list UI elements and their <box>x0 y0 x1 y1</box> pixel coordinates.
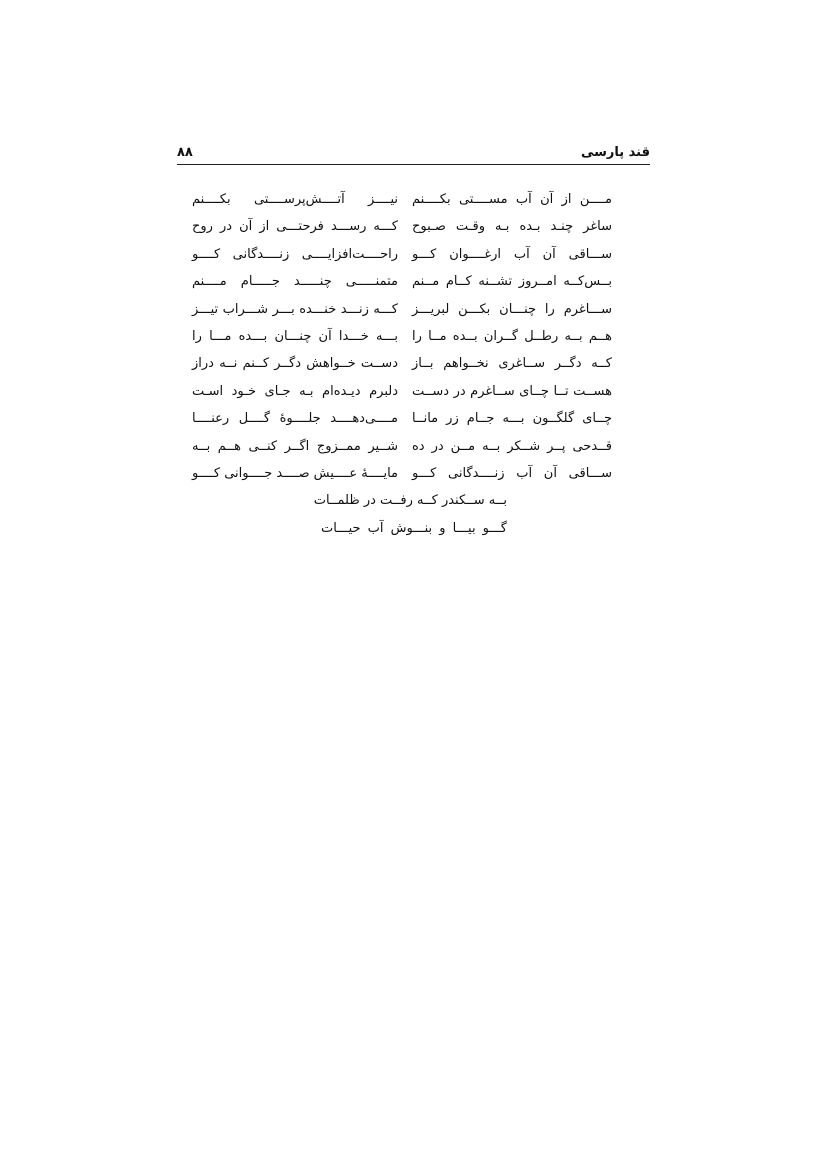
first-hemistich: قــدحی پــر شــکر بــه مــن در ده <box>412 438 612 454</box>
couplet <box>192 298 626 325</box>
second-hemistich: نیــــز آتــــش‌پرســــتی بکــــنم <box>192 192 398 207</box>
page-number: ۸۸ <box>177 145 193 160</box>
couplet <box>192 188 626 215</box>
closing-line <box>200 517 626 544</box>
closing-hemistich: بــه ســکندر کــه رفــت در ظلمــات <box>313 493 507 509</box>
couplet <box>192 325 626 352</box>
first-hemistich: چــای گلگــون بـــه جــام زر مانــا <box>412 411 612 427</box>
first-hemistich: هســت تــا چــای ســاغرم در دســت <box>412 383 612 399</box>
first-hemistich: کــه دگــر ســاغری نخــواهم بــاز <box>412 356 612 372</box>
couplet <box>192 243 626 270</box>
couplet <box>192 215 626 242</box>
couplet <box>192 380 626 407</box>
poem-body <box>191 188 626 544</box>
second-hemistich: دلبرم دیـده‌ام بـه جـای خـود اسـت <box>192 383 398 399</box>
couplet <box>192 407 626 434</box>
first-hemistich: ســـاقی آن آب ارغــــوان کـــو <box>412 246 612 262</box>
couplet <box>191 462 626 489</box>
second-hemistich: مایــــهٔ عــــیش صــــد جــــوانی کــــو <box>191 465 398 481</box>
closing-line <box>200 489 626 516</box>
first-hemistich: بــس‌کــه امــروز تشــنه کــام مــنم <box>412 274 612 290</box>
second-hemistich: متمنـــــی چنـــــد جـــــام مــــنم <box>192 274 398 290</box>
running-header <box>177 142 650 165</box>
second-hemistich: شــیر ممــزوج اگــر کنــی هــم بــه <box>192 438 398 454</box>
couplet <box>192 270 626 297</box>
first-hemistich: ساغر چنـد بـده بـه وقـت صـبوح <box>412 219 612 235</box>
second-hemistich: دســت خــواهش دگــر کــنم نــه دراز <box>192 356 398 372</box>
second-hemistich: مــــی‌دهــــد جلــــوۀ گــــل رعنــــا <box>192 411 398 427</box>
first-hemistich: هــم بــه رطــل گــران بــده مــا را <box>412 328 612 344</box>
second-hemistich: کـــه زنـــد خنـــده بـــر شـــراب تیـــز <box>192 301 398 317</box>
second-hemistich: کـــه رســـد فرحتـــی از آن در روح <box>192 219 398 235</box>
first-hemistich: ســـاغرم را چنـــان بکـــن لبریـــز <box>412 301 612 317</box>
second-hemistich: راحــــت‌افزایــــی زنــــدگانی کــــو <box>192 246 398 262</box>
couplet <box>192 435 626 462</box>
first-hemistich: ســـاقی آن آب زنــــدگانی کـــو <box>412 465 612 481</box>
first-hemistich: مــــن از آن آب مســــتی بکــــنم <box>412 192 612 207</box>
book-title: قند پارسی <box>580 145 650 160</box>
second-hemistich: بـــه خـــدا آن چنـــان بـــده مـــا را <box>192 328 398 344</box>
couplet <box>192 352 626 379</box>
closing-hemistich: گـــو بیـــا و بنـــوش آب حیـــات <box>321 520 507 536</box>
